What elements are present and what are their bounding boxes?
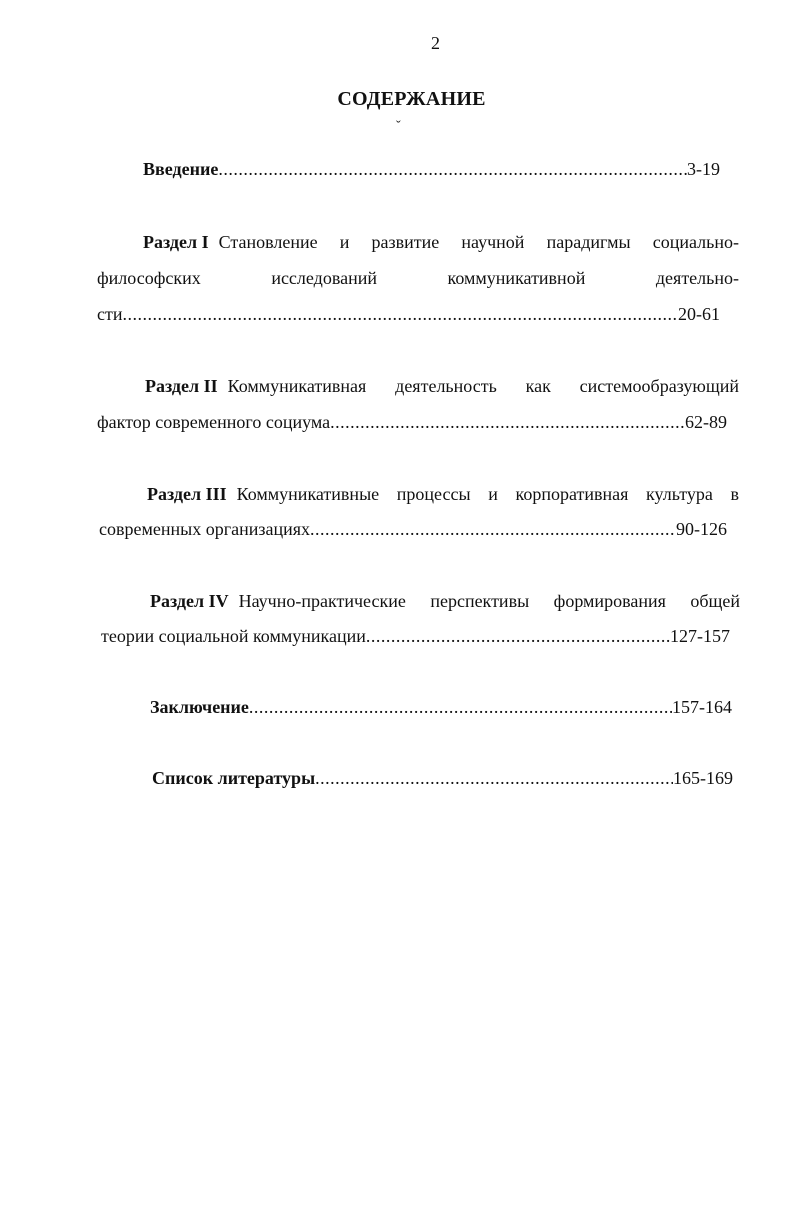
toc-entry-text: сти	[97, 304, 123, 324]
toc-entry-pages: 3-19	[687, 159, 720, 179]
page-title: СОДЕРЖАНИЕ	[337, 88, 486, 110]
toc-entry-line	[143, 231, 739, 253]
toc-entry-pages: 165-169	[673, 768, 733, 788]
toc-entry-pages: 127-157	[670, 626, 730, 646]
toc-entry-word: философских	[97, 268, 201, 288]
toc-entry-intro[interactable]	[143, 158, 720, 180]
toc-entry-text: Коммуникативные процессы и корпоративная культура в	[236, 484, 739, 504]
toc-entry-word: коммуникативной	[447, 268, 586, 288]
dot-leader	[315, 767, 673, 789]
toc-entry-pages: 157-164	[672, 697, 732, 717]
toc-entry-label: Заключение	[150, 697, 249, 717]
toc-entry-line	[145, 375, 739, 397]
toc-entry-label: Раздел II	[145, 376, 218, 396]
toc-entry-text: теории социальной коммуникации	[101, 626, 366, 646]
toc-entry-word: исследований	[271, 268, 377, 288]
dot-leader	[123, 303, 679, 325]
toc-entry-line	[150, 590, 740, 612]
toc-entry-label: Раздел III	[147, 484, 227, 504]
toc-entry-word: деятельно-	[655, 268, 739, 288]
toc-entry-pages: 62-89	[685, 412, 727, 432]
toc-entry-line	[147, 483, 739, 505]
dot-leader	[330, 411, 685, 433]
page-number: 2	[431, 33, 440, 53]
toc-entry-label: Список литературы	[152, 768, 316, 788]
title-mark: ˇ	[396, 119, 401, 134]
toc-entry-line	[101, 625, 730, 647]
toc-entry-text: Коммуникативная деятельность как системообразующий	[227, 376, 739, 396]
dot-leader	[218, 158, 687, 180]
toc-entry-line	[97, 267, 739, 289]
toc-entry-line	[99, 518, 727, 540]
toc-entry-text: Научно-практические перспективы формирования общей	[238, 591, 740, 611]
dot-leader	[310, 518, 676, 540]
toc-entry-line	[97, 303, 720, 325]
toc-entry-text: фактор современного социума	[97, 412, 331, 432]
toc-entry-label: Раздел IV	[150, 591, 229, 611]
toc-entry-line	[97, 411, 727, 433]
toc-entry-conclusion[interactable]	[150, 696, 732, 718]
toc-entry-text: Становление и развитие научной парадигмы социально-	[218, 232, 739, 252]
toc-entry-label: Введение	[143, 159, 219, 179]
dot-leader	[249, 696, 672, 718]
toc-entry-pages: 90-126	[676, 519, 727, 539]
toc-entry-label: Раздел I	[143, 232, 209, 252]
toc-entry-pages: 20-61	[678, 304, 720, 324]
toc-entry-references[interactable]	[152, 767, 733, 789]
toc-entry-text: современных организациях	[99, 519, 310, 539]
dot-leader	[366, 625, 670, 647]
